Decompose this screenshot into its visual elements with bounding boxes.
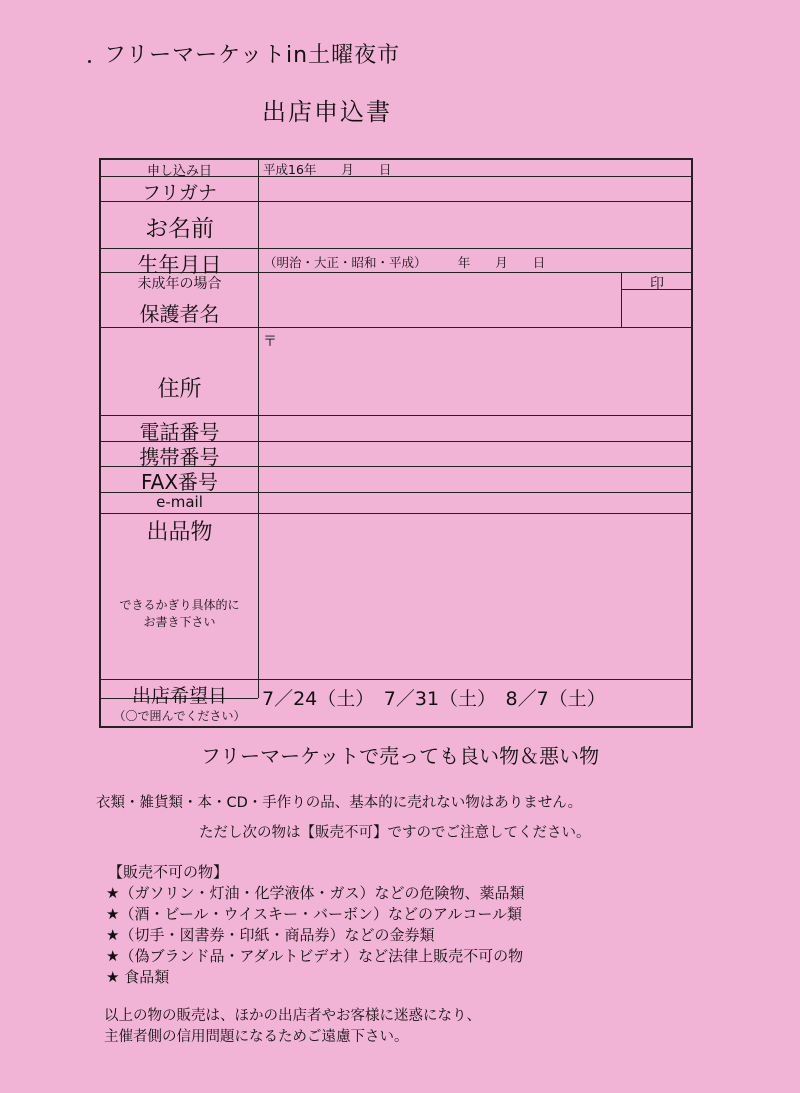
preferred-date-label: 出店希望日 [131, 685, 227, 707]
form-title: 出店申込書 [262, 98, 392, 126]
closing-line-2: 主催者側の信用問題になるためご遠慮下さい。 [104, 1029, 409, 1045]
row-line [101, 327, 693, 328]
name-label: お名前 [145, 216, 214, 242]
fax-label: FAX番号 [140, 470, 219, 494]
rules-heading: フリーマーケットで売っても良い物＆悪い物 [200, 744, 600, 768]
guardian-label: 保護者名 [139, 302, 220, 326]
seal-label: 印 [650, 276, 664, 292]
event-title: フリーマーケットin土曜夜市 [104, 43, 401, 68]
prohibited-item-2: ★（酒・ビール・ウイスキー・バーボン）などのアルコール類 [106, 905, 523, 923]
birthdate-label: 生年月日 [137, 253, 222, 277]
prohibited-heading: 【販売不可の物】 [108, 863, 229, 881]
furigana-label: フリガナ [141, 182, 218, 204]
guardian-note: 未成年の場合 [137, 276, 222, 292]
prohibited-item-3: ★（切手・図書券・印紙・商品券）などの金券類 [106, 926, 435, 944]
items-note-2: お書き下さい [143, 615, 216, 629]
prohibited-item-1: ★（ガソリン・灯油・化学液体・ガス）などの危険物、薬品類 [106, 884, 525, 902]
prohibited-item-4: ★（偽ブランド品・アダルトビデオ）など法律上販売不可の物 [106, 947, 524, 965]
allowed-text: 衣類・雑貨類・本・CD・手作りの品、基本的に売れない物はありません。 [96, 795, 583, 811]
application-form [99, 158, 693, 728]
row-line [101, 679, 693, 680]
mobile-label: 携帯番号 [139, 445, 220, 469]
address-label: 住所 [157, 377, 202, 402]
items-label: 出品物 [146, 520, 213, 545]
label-divider [258, 160, 259, 698]
closing-line-1: 以上の物の販売は、ほかの出店者やお客様に迷惑になり、 [104, 1008, 481, 1024]
application-date-label: 申し込み日 [146, 164, 212, 179]
prohibited-item-5: ★ 食品類 [106, 968, 170, 986]
application-date-value[interactable]: 平成16年 月 日 [263, 162, 392, 177]
postal-mark: 〒 [263, 334, 277, 350]
preferred-date-note: （〇で囲んでください） [113, 709, 246, 723]
caution-text: ただし次の物は【販売不可】ですのでご注意してください。 [199, 825, 591, 841]
birthdate-value[interactable]: （明治・大正・昭和・平成） 年 月 日 [264, 255, 546, 270]
row-line [101, 513, 693, 514]
preferred-date-options[interactable]: 7／24（土） 7／31（土） 8／7（土） [262, 688, 606, 710]
stray-dot [88, 60, 91, 63]
email-label: e-mail [156, 493, 203, 511]
seal-divider [621, 273, 622, 328]
items-note-1: できるかぎり具体的に [119, 598, 240, 612]
phone-label: 電話番号 [139, 420, 220, 444]
